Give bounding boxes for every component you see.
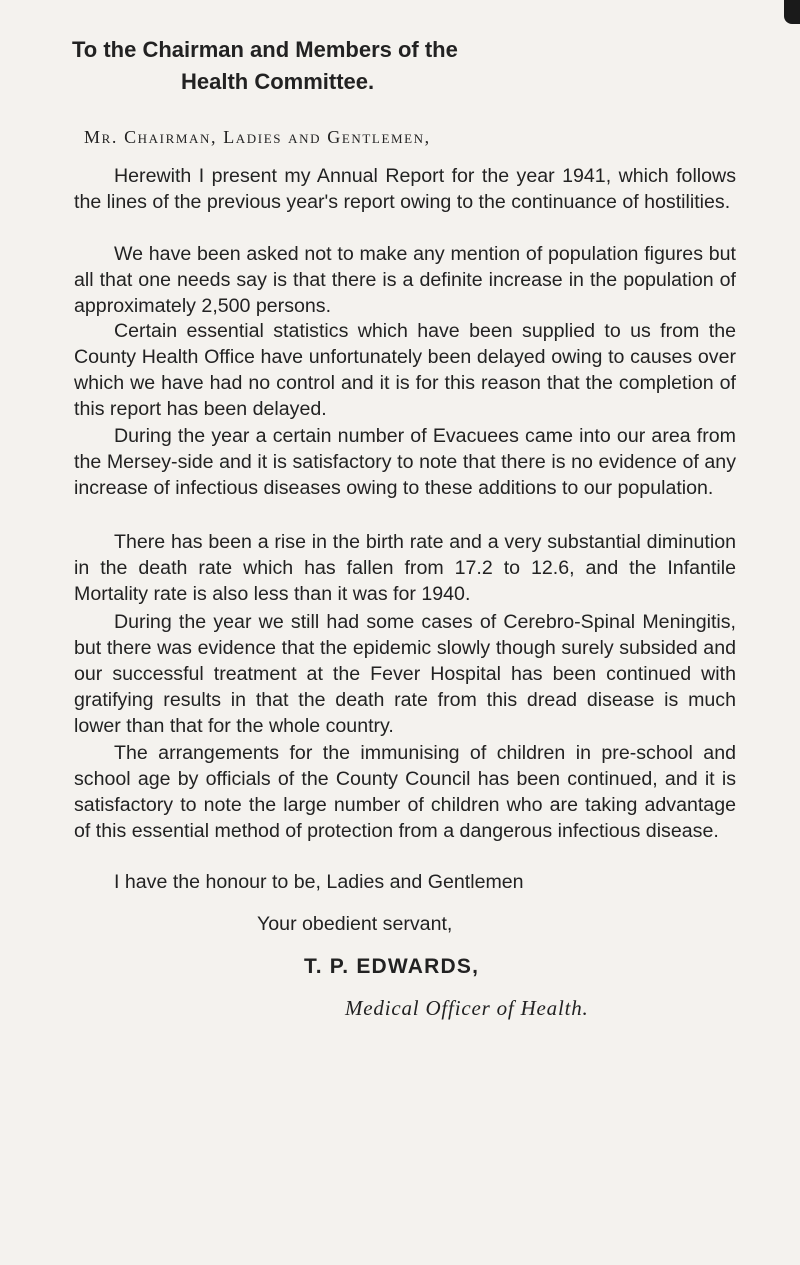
closing-line-2: Your obedient servant, <box>257 913 453 935</box>
paragraph-introduction: Herewith I present my Annual Report for the year 1941, which follows the lines of the previous year's report owing to the continuance of hostilities. <box>74 165 736 213</box>
heading-line-2: Health Committee. <box>181 69 375 94</box>
salutation: Mr. Chairman, Ladies and Gentlemen, <box>84 127 431 147</box>
paragraph-birth-death-rates: There has been a rise in the birth rate and a very substantial diminution in the death rate which has fallen from 17.2 to 12.6, and the Infantile Mortality rate is also less than it was for 1940. <box>74 531 736 605</box>
signer-title: Medical Officer of Health. <box>345 996 589 1020</box>
paragraph-population: We have been asked not to make any mention of population figures but all that one needs say is that there is a definite increase in the population of approximately 2,500 persons. <box>74 243 736 317</box>
paragraph-meningitis: During the year we still had some cases of Cerebro-Spinal Meningitis, but there was evidence that the epidemic slowly though surely subsided and our successful treatment at the Fever Hospital has been continued with gratifying results in that the death rate from this dread disease is much lower than that for the whole country. <box>74 611 736 737</box>
signer-name: T. P. EDWARDS, <box>304 955 480 978</box>
closing-line-1: I have the honour to be, Ladies and Gentlemen <box>114 871 524 893</box>
heading-line-1: To the Chairman and Members of the <box>72 37 458 62</box>
page-corner-mark <box>784 0 800 24</box>
paragraph-evacuees: During the year a certain number of Evacuees came into our area from the Mersey-side and it is satisfactory to note that there is no evidence of any increase of infectious diseases owing to these additions to our population. <box>74 425 736 499</box>
paragraph-immunisation: The arrangements for the immunising of children in pre-school and school age by officials of the County Council has been continued, and it is satisfactory to note the large number of children who are taking advantage of this essential method of protection from a dangerous infectious disease. <box>74 742 736 842</box>
paragraph-statistics-delay: Certain essential statistics which have been supplied to us from the County Health Office have unfortunately been delayed owing to causes over which we have had no control and it is for this reason that the completion of this report has been delayed. <box>74 320 736 420</box>
